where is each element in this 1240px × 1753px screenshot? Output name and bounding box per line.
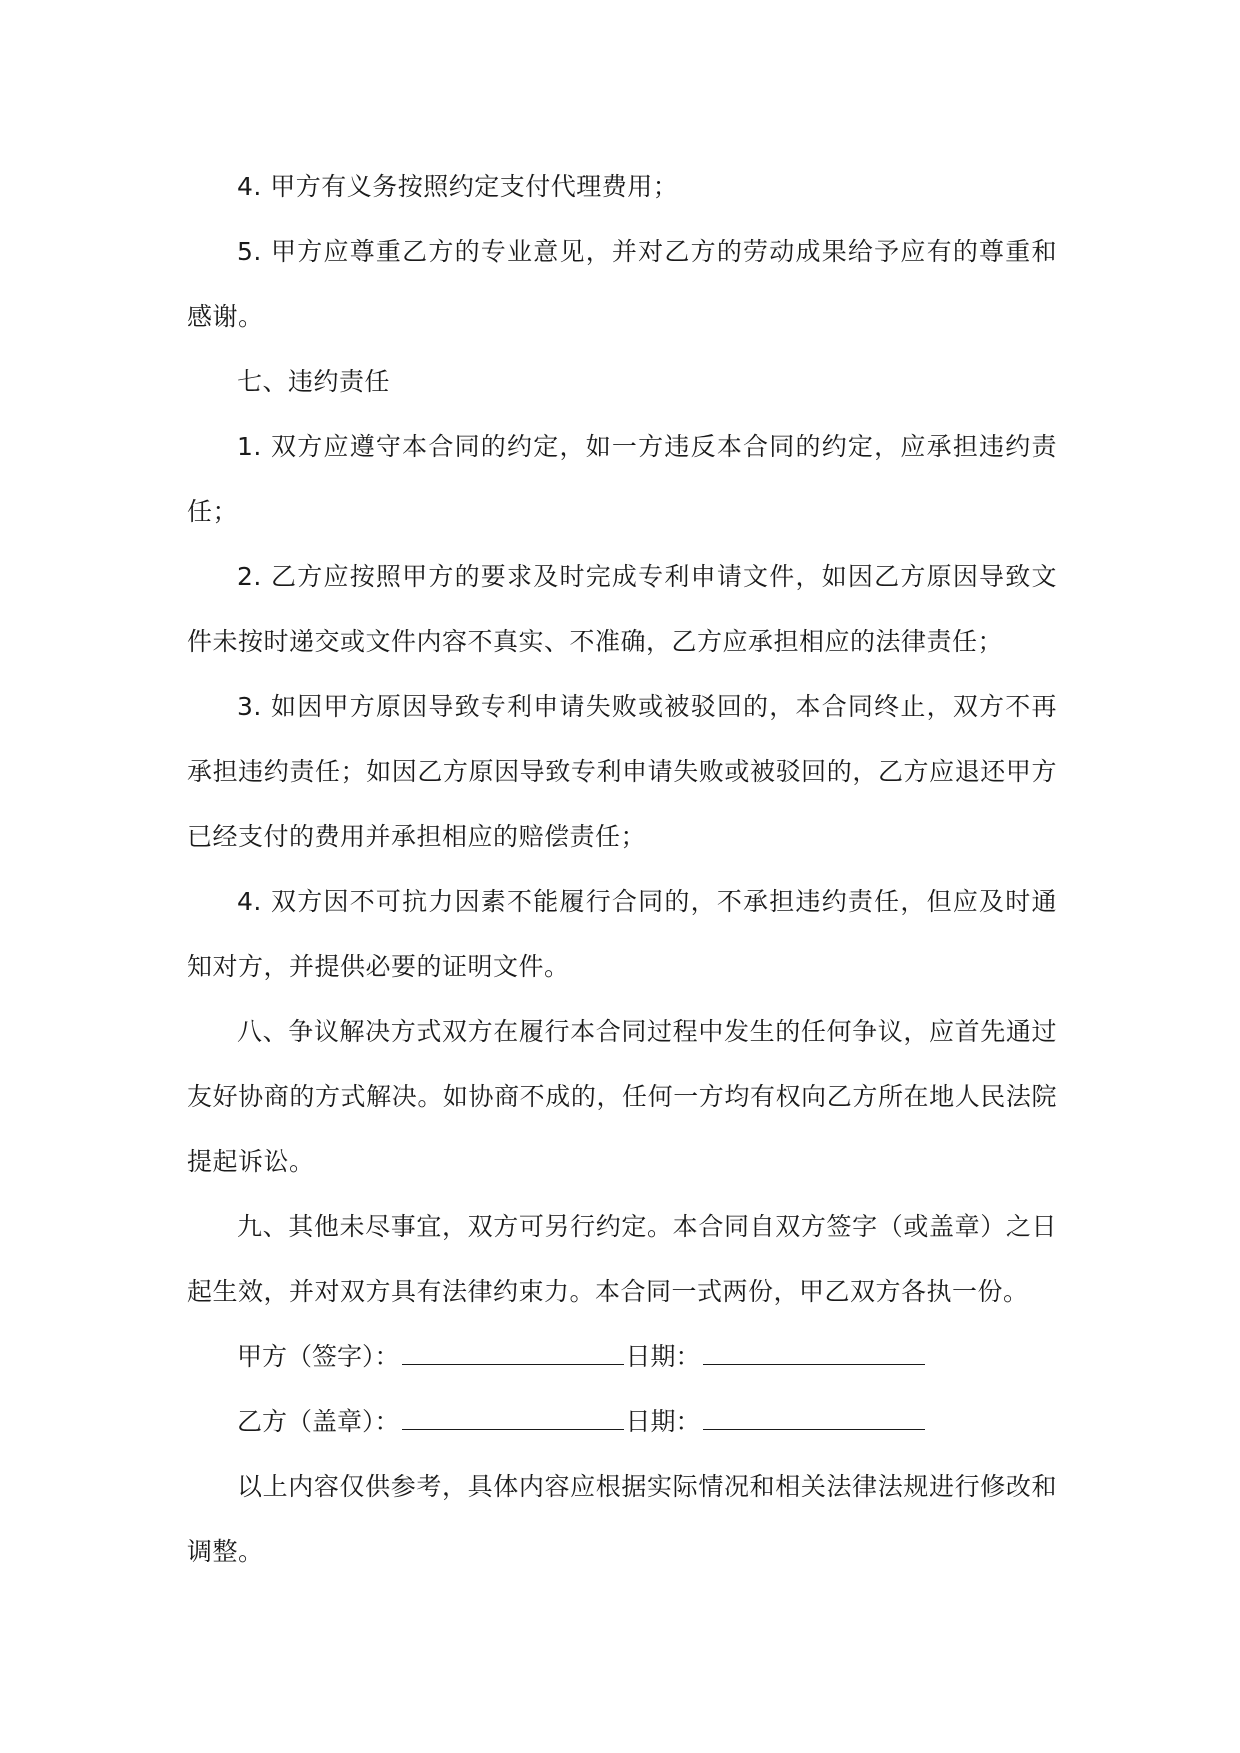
party-b-date-label: 日期： [625, 1407, 701, 1436]
footer-note: 以上内容仅供参考，具体内容应根据实际情况和相关法律法规进行修改和调整。 [187, 1472, 1057, 1566]
breach-clause-2: 2. 乙方应按照甲方的要求及时完成专利申请文件，如因乙方原因导致文件未按时递交或文件内容不真实、不准确，乙方应承担相应的法律责任； [187, 562, 1057, 656]
breach-clause-3: 3. 如因甲方原因导致专利申请失败或被驳回的，本合同终止，双方不再承担违约责任；如因乙方原因导致专利申请失败或被驳回的，乙方应退还甲方已经支付的费用并承担相应的赔偿责任； [187, 692, 1057, 851]
clause-a-5: 5. 甲方应尊重乙方的专业意见，并对乙方的劳动成果给予应有的尊重和感谢。 [187, 237, 1057, 331]
party-b-date-blank [703, 1407, 925, 1430]
party-a-label: 甲方（签字）： [237, 1342, 400, 1371]
party-a-date-label: 日期： [625, 1342, 701, 1371]
signature-line-party-a [187, 1324, 1057, 1389]
signature-line-party-b [187, 1389, 1057, 1454]
breach-clause-4: 4. 双方因不可抗力因素不能履行合同的，不承担违约责任，但应及时通知对方，并提供必要的证明文件。 [187, 887, 1057, 981]
breach-clause-1: 1. 双方应遵守本合同的约定，如一方违反本合同的约定，应承担违约责任； [187, 432, 1057, 526]
party-b-label: 乙方（盖章）： [237, 1407, 400, 1436]
party-b-seal-blank [402, 1407, 624, 1430]
clause-a-4: 4. 甲方有义务按照约定支付代理费用； [237, 172, 679, 201]
section-dispute-resolution: 八、争议解决方式双方在履行本合同过程中发生的任何争议，应首先通过友好协商的方式解决。如协商不成的，任何一方均有权向乙方所在地人民法院提起诉讼。 [187, 1017, 1057, 1176]
party-a-date-blank [703, 1342, 925, 1365]
section-other-matters: 九、其他未尽事宜，双方可另行约定。本合同自双方签字（或盖章）之日起生效，并对双方具有法律约束力。本合同一式两份，甲乙双方各执一份。 [187, 1212, 1057, 1306]
party-a-signature-blank [402, 1342, 624, 1365]
section-heading-breach: 七、违约责任 [237, 367, 391, 396]
